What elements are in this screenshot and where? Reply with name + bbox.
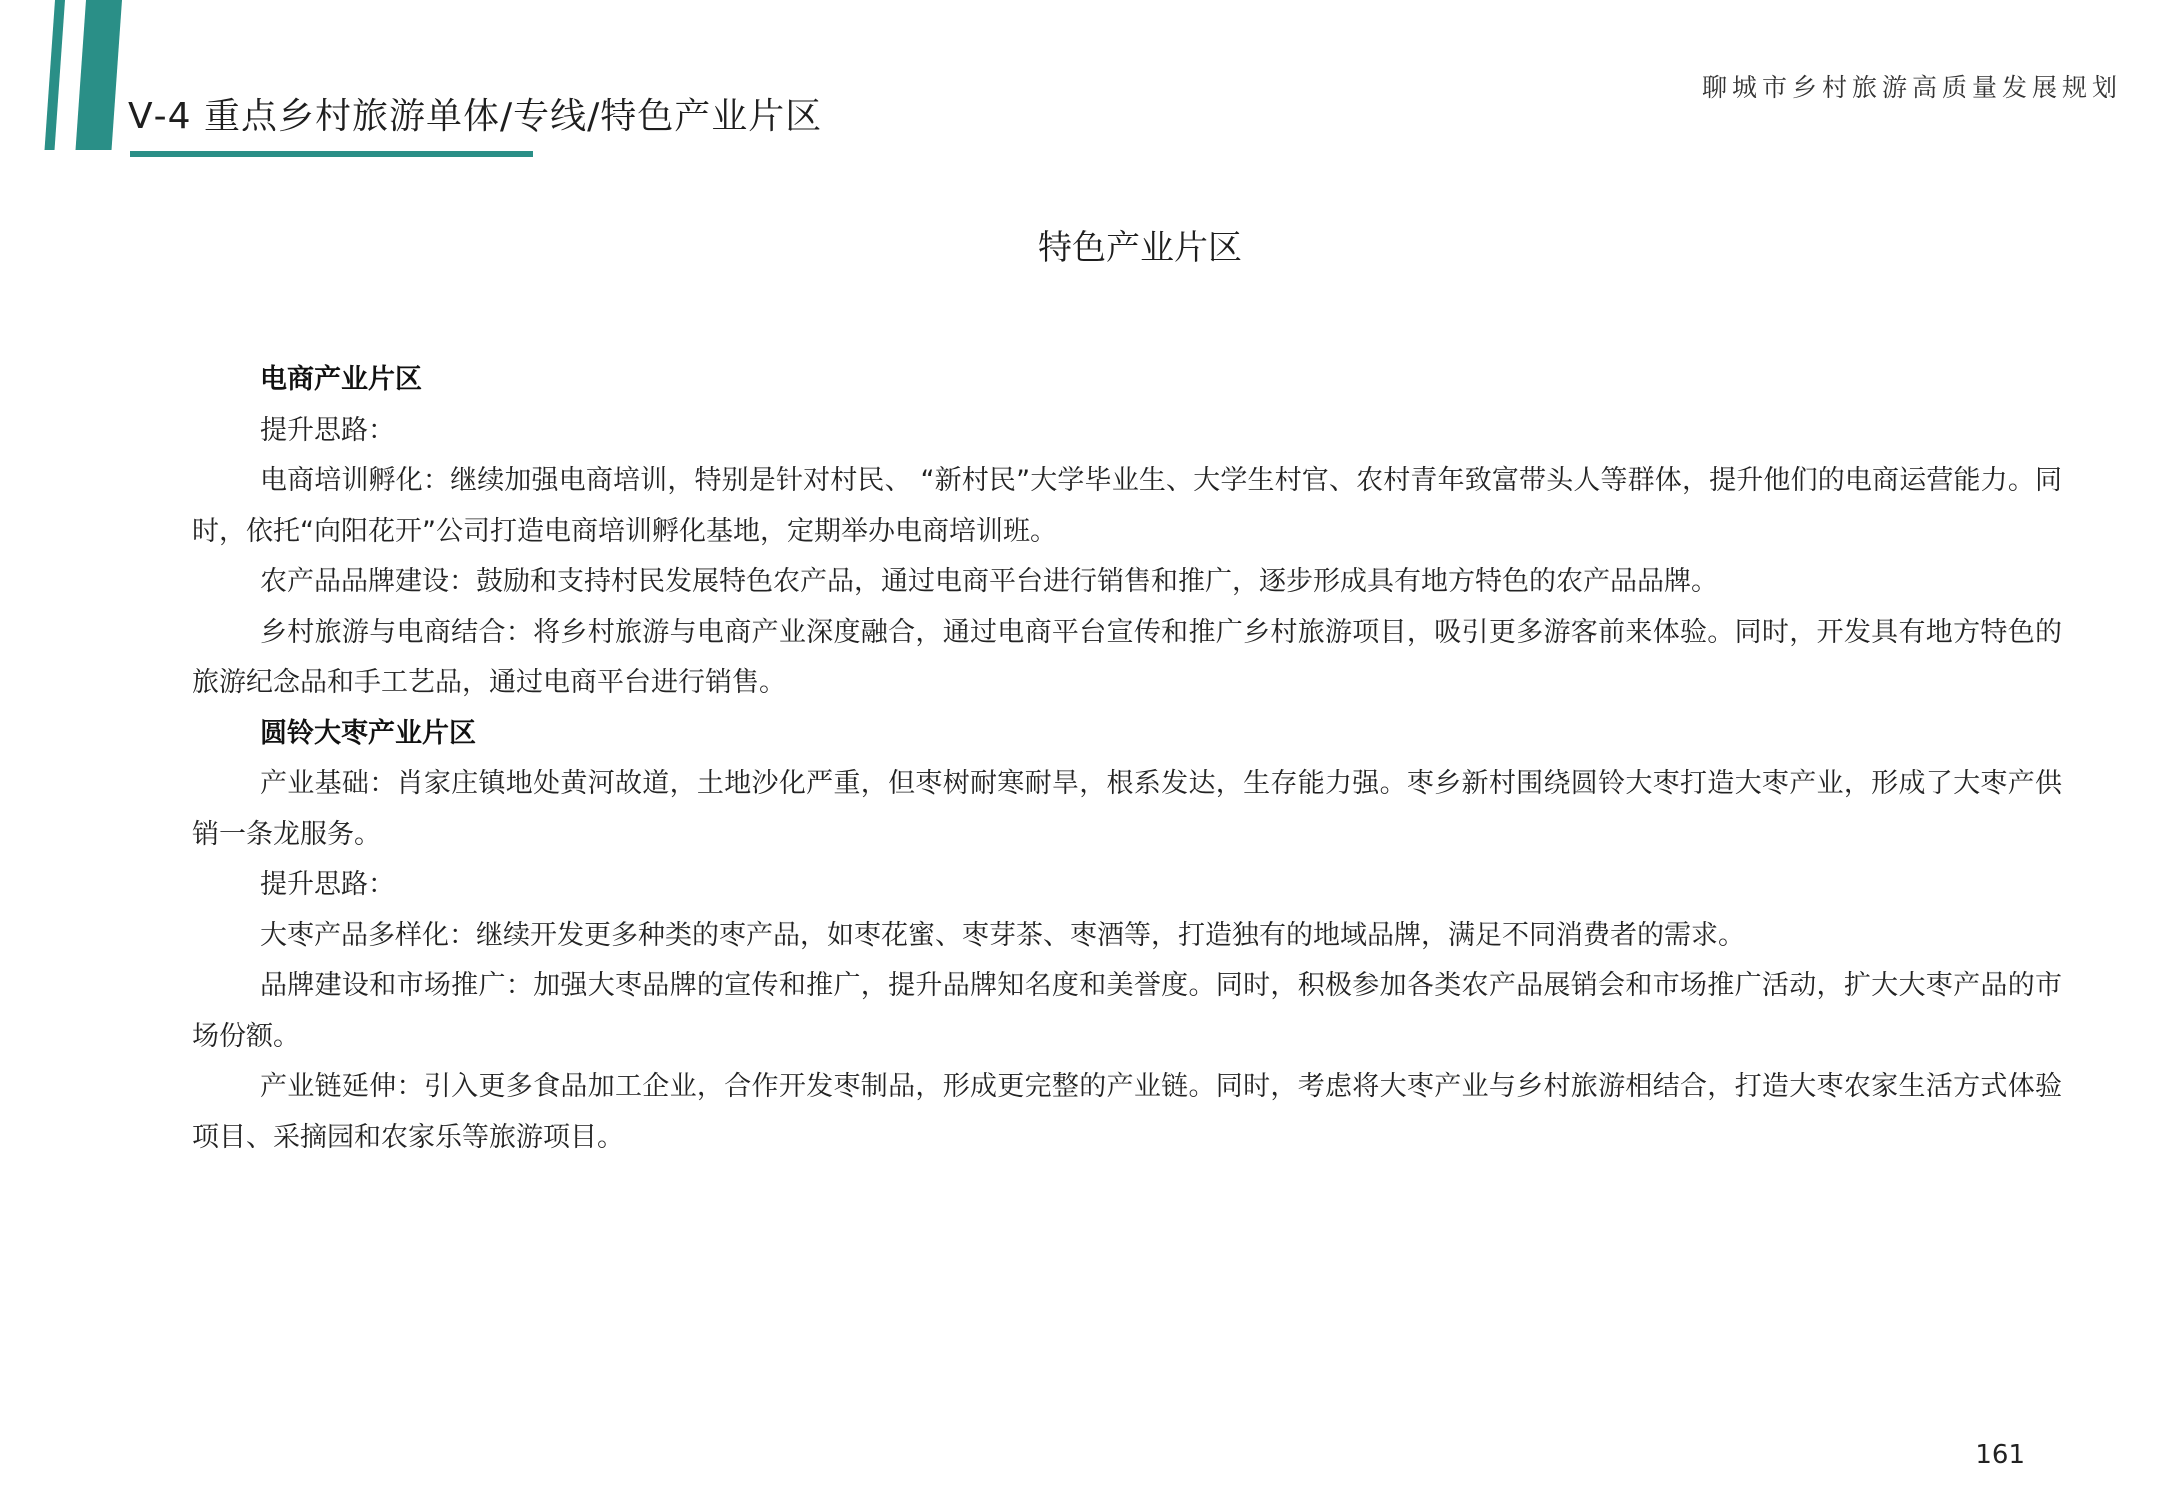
section-title-underline (130, 151, 533, 157)
section-title: Ⅴ-4 重点乡村旅游单体/专线/特色产业片区 (128, 96, 823, 137)
body-text (192, 355, 2062, 1163)
paragraph: 产业链延伸：引入更多食品加工企业，合作开发枣制品，形成更完整的产业链。同时，考虑将大枣产业与乡村旅游相结合，打造大枣农家生活方式体验项目、采摘园和农家乐等旅游项目。 (192, 1071, 2062, 1153)
paragraph: 品牌建设和市场推广：加强大枣品牌的宣传和推广，提升品牌知名度和美誉度。同时，积极参加各类农产品展销会和市场推广活动，扩大大枣产品的市场份额。 (192, 970, 2062, 1052)
paragraph: 电商培训孵化：继续加强电商培训，特别是针对村民、 “新村民”大学毕业生、大学生村官、农村青年致富带头人等群体，提升他们的电商运营能力。同时，依托“向阳花开”公司打造电商培训孵化基地，定期举办电商培训班。 (192, 465, 2062, 547)
paragraph: 农产品品牌建设：鼓励和支持村民发展特色农产品，通过电商平台进行销售和推广，逐步形成具有地方特色的农产品品牌。 (260, 566, 1718, 597)
paragraph: 提升思路： (260, 414, 395, 446)
page-heading: 特色产业片区 (1038, 228, 1242, 268)
paragraph: 产业基础：肖家庄镇地处黄河故道，土地沙化严重，但枣树耐寒耐旱，根系发达，生存能力强。枣乡新村围绕圆铃大枣打造大枣产业，形成了大枣产供销一条龙服务。 (192, 768, 2062, 850)
subsection-heading-ecommerce: 电商产业片区 (260, 364, 422, 395)
decorative-bar-thin (45, 0, 65, 150)
decorative-bar-thick (76, 0, 122, 150)
paragraph: 乡村旅游与电商结合：将乡村旅游与电商产业深度融合，通过电商平台宣传和推广乡村旅游项目，吸引更多游客前来体验。同时，开发具有地方特色的旅游纪念品和手工艺品，通过电商平台进行销售。 (192, 616, 2062, 698)
page-number: 161 (1975, 1440, 2025, 1470)
subsection-heading-jujube: 圆铃大枣产业片区 (260, 717, 476, 749)
document-title: 聊城市乡村旅游高质量发展规划 (1701, 73, 2122, 102)
paragraph: 提升思路： (260, 869, 395, 900)
paragraph: 大枣产品多样化：继续开发更多种类的枣产品，如枣花蜜、枣芽茶、枣酒等，打造独有的地域品牌，满足不同消费者的需求。 (260, 919, 1745, 951)
